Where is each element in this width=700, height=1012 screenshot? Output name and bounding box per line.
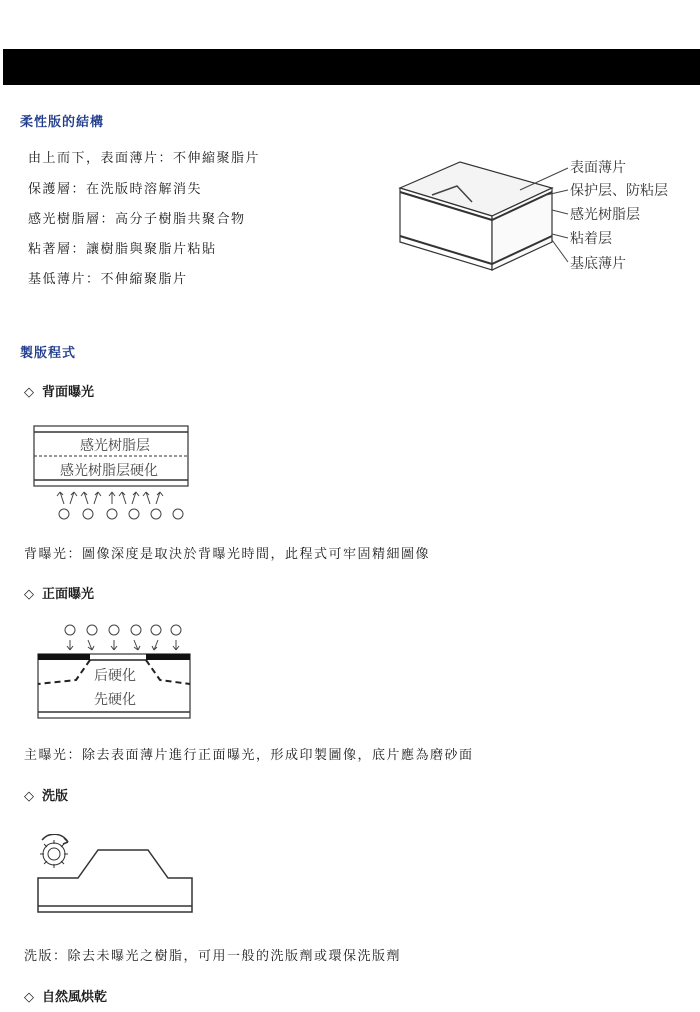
step-title: ◇ 背面曝光	[24, 385, 95, 400]
step-title: ◇ 自然風烘乾	[24, 990, 108, 1005]
layer-label: 后硬化	[94, 668, 136, 684]
front-exposure-diagram	[30, 620, 195, 724]
layer-label: 感光树脂层	[80, 438, 150, 454]
structure-line: 由上而下，表面薄片：不伸縮聚脂片	[28, 151, 261, 166]
step-title: ◇ 洗版	[24, 789, 69, 804]
step-caption: 主曝光：除去表面薄片進行正面曝光，形成印製圖像，底片應為磨砂面	[24, 748, 474, 763]
light-arrows	[57, 492, 163, 504]
structure-line: 粘著層：讓樹脂與聚脂片粘貼	[28, 242, 217, 257]
section-title-process: 製版程式	[20, 346, 77, 361]
washout-diagram	[34, 834, 199, 918]
step-title: ◇ 正面曝光	[24, 587, 95, 602]
layer-label: 先硬化	[94, 692, 136, 708]
diagram-label: 保护层、防粘层	[570, 183, 668, 199]
diamond-icon: ◇	[24, 385, 34, 400]
lamp-icons	[59, 509, 183, 519]
diagram-label: 粘着层	[570, 231, 612, 247]
layer-label: 感光树脂层硬化	[60, 463, 158, 479]
diagram-label: 表面薄片	[570, 160, 626, 176]
header-bar	[3, 49, 700, 85]
diamond-icon: ◇	[24, 990, 34, 1005]
diagram-label: 基底薄片	[570, 256, 626, 272]
structure-line: 保護層：在洗版時溶解消失	[28, 182, 203, 197]
light-arrows	[67, 640, 179, 650]
step-caption: 洗版：除去未曝光之樹脂，可用一般的洗版劑或環保洗版劑	[24, 949, 402, 964]
lamp-icons	[65, 625, 181, 635]
structure-line: 基低薄片：不伸縮聚脂片	[28, 272, 188, 287]
diagram-label: 感光树脂层	[570, 207, 640, 223]
structure-line: 感光樹脂層：高分子樹脂共聚合物	[28, 212, 246, 227]
plate-structure-diagram	[392, 150, 692, 280]
step-caption: 背曝光：圖像深度是取決於背曝光時間，此程式可牢固精細圖像	[24, 547, 431, 562]
brush-icon	[40, 834, 68, 868]
section-title-structure: 柔性版的結構	[20, 115, 105, 130]
diamond-icon: ◇	[24, 789, 34, 804]
back-exposure-diagram	[30, 422, 195, 522]
diamond-icon: ◇	[24, 587, 34, 602]
